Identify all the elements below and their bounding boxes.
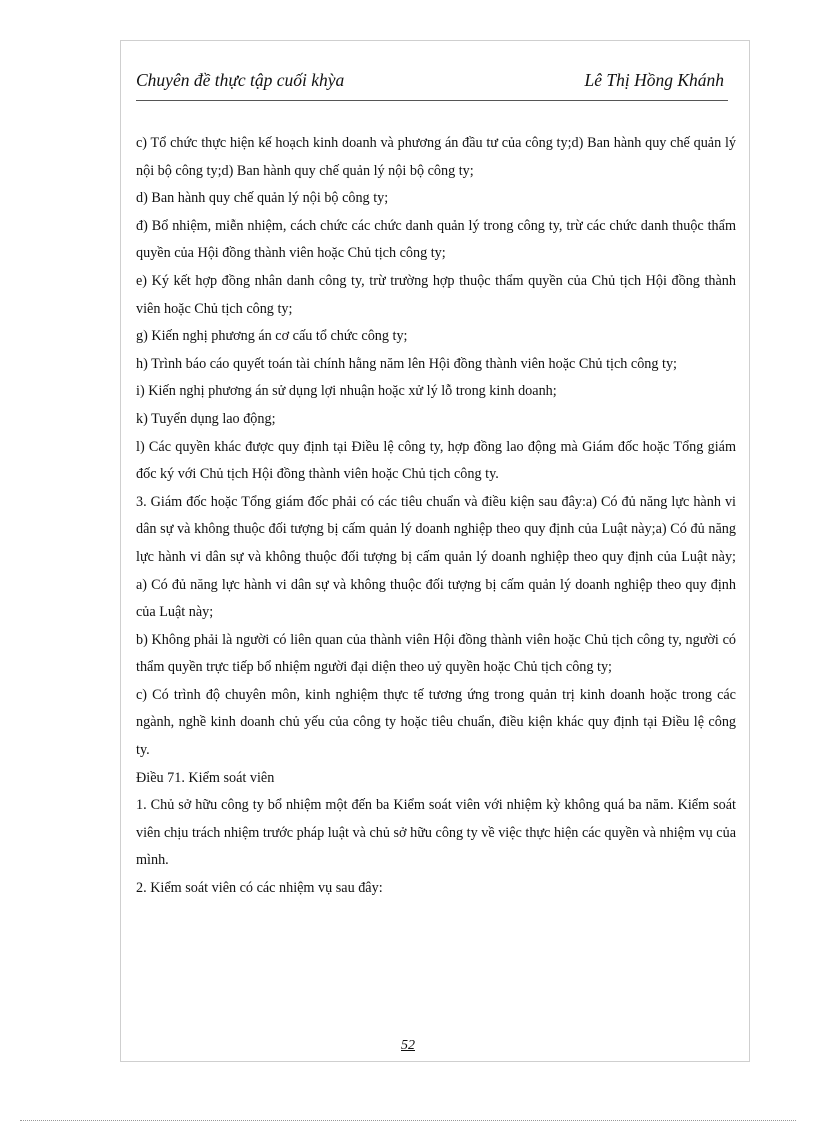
document-body bbox=[136, 130, 736, 903]
article-71-heading: Điều 71. Kiểm soát viên bbox=[136, 769, 275, 786]
paragraph-2-controller-duties: 2. Kiểm soát viên có các nhiệm vụ sau đây: bbox=[136, 880, 383, 897]
paragraph-dd-appoint: đ) Bổ nhiệm, miễn nhiệm, cách chức các chức danh quản lý trong công ty, trừ các chức danh thuộc thẩm quyền của Hội đồng thành viên hoặc Chủ tịch công ty; bbox=[136, 217, 736, 262]
paragraph-c-implement-plan: c) Tổ chức thực hiện kế hoạch kinh doanh và phương án đầu tư của công ty;d) Ban hành quy chế quản lý nội bộ công ty;d) Ban hành quy chế quản lý nội bộ công ty; bbox=[136, 135, 736, 179]
footer-rule bbox=[20, 1120, 796, 1121]
page-number: 52 bbox=[401, 1038, 415, 1053]
header-rule bbox=[136, 100, 728, 101]
paragraph-h-financial-report: h) Trình báo cáo quyết toán tài chính hằng năm lên Hội đồng thành viên hoặc Chủ tịch công ty; bbox=[136, 355, 677, 372]
paragraph-k-recruitment: k) Tuyển dụng lao động; bbox=[136, 410, 276, 427]
header-title: Chuyên đề thực tập cuối khỳa bbox=[136, 70, 345, 90]
paragraph-a-civil-capacity: a) Có đủ năng lực hành vi dân sự và không thuộc đối tượng bị cấm quản lý doanh nghiệp theo quy định của Luật này; bbox=[136, 576, 736, 621]
paragraph-3-director-criteria: 3. Giám đốc hoặc Tổng giám đốc phải có các tiêu chuẩn và điều kiện sau đây:a) Có đủ năng lực hành vi dân sự và không thuộc đối tượng bị cấm quản lý doanh nghiệp theo quy định của Luật này;a) Có đủ năng lực hành vi dân sự và không thuộc đối tượng bị cấm quản lý doanh nghiệp theo quy định của Luật này; bbox=[136, 493, 736, 565]
paragraph-d-internal-rules: d) Ban hành quy chế quản lý nội bộ công ty; bbox=[136, 190, 389, 207]
paragraph-g-structure: g) Kiến nghị phương án cơ cấu tổ chức công ty; bbox=[136, 328, 408, 345]
paragraph-i-profit-use: i) Kiến nghị phương án sử dụng lợi nhuận hoặc xử lý lỗ trong kinh doanh; bbox=[136, 383, 557, 400]
paragraph-e-sign-contracts: e) Ký kết hợp đồng nhân danh công ty, trừ trường hợp thuộc thẩm quyền của Chủ tịch Hội đồng thành viên hoặc Chủ tịch công ty; bbox=[136, 272, 736, 317]
page-header bbox=[136, 70, 726, 98]
paragraph-b-not-related: b) Không phải là người có liên quan của thành viên Hội đồng thành viên hoặc Chủ tịch công ty, người có thẩm quyền trực tiếp bổ nhiệm người đại diện theo uỷ quyền hoặc Chủ tịch công ty; bbox=[136, 631, 736, 676]
header-author: Lê Thị Hồng Khánh bbox=[584, 70, 724, 90]
paragraph-1-appoint-controllers: 1. Chủ sở hữu công ty bổ nhiệm một đến ba Kiểm soát viên với nhiệm kỳ không quá ba năm. Kiểm soát viên chịu trách nhiệm trước pháp luật và chủ sở hữu công ty về việc thực hiện các quyền và nhiệm vụ của mình. bbox=[136, 797, 736, 869]
paragraph-c-expertise: c) Có trình độ chuyên môn, kinh nghiệm thực tế tương ứng trong quản trị kinh doanh hoặc trong các ngành, nghề kinh doanh chủ yếu của công ty hoặc tiêu chuẩn, điều kiện khác quy định tại Điều lệ công ty. bbox=[136, 686, 736, 759]
paragraph-l-other-rights: l) Các quyền khác được quy định tại Điều lệ công ty, hợp đồng lao động mà Giám đốc hoặc Tổng giám đốc ký với Chủ tịch Hội đồng thành viên hoặc Chủ tịch công ty. bbox=[136, 438, 736, 483]
